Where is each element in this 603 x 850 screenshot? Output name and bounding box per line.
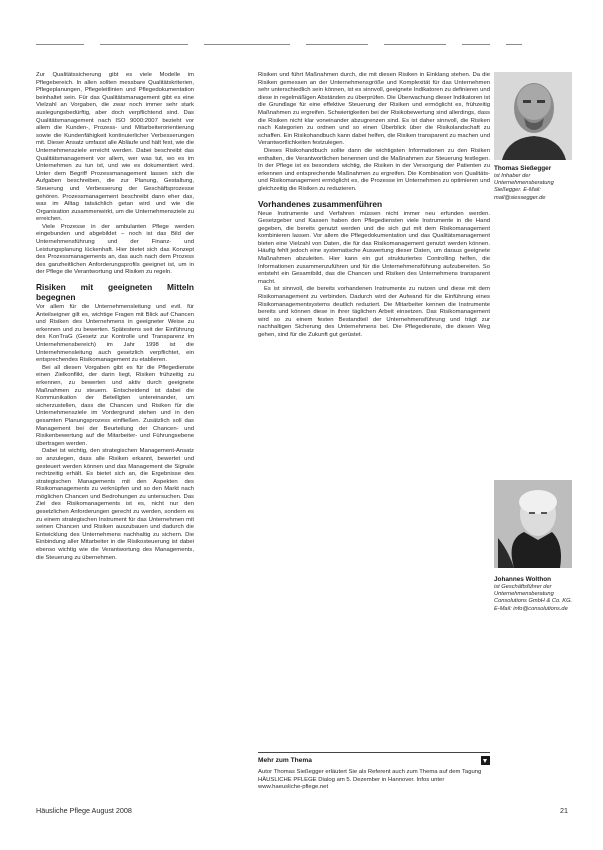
header-rule <box>384 44 446 45</box>
author-caption-2 <box>494 576 576 613</box>
arrow-down-icon <box>481 756 490 765</box>
author-name: Johannes Wolthon <box>494 576 552 583</box>
info-box-title: Mehr zum Thema <box>258 757 312 764</box>
paragraph: Zur Qualitätssicherung gibt es viele Modelle im Pflegebereich. In allen sollten messbare Qualitätskriterien, Pflegeplanungen, Pflegeleitlinien und Pflegedokumentation beinhaltet sein. Für das Qualitätsmanagement gibt es eine Vielzahl an Vorgaben, die zwar noch immer sehr stark auslegungsbedürftig, aber doch verpflichtend sind. Das Qualitätsmanagement nach ISO 9000:2007 bezieht vor allem die Kunden-, Prozess- und Mitarbeiterorientierung sowie die Kundenfähigkeit kontinuierlicher Verbesserungen mit. Dieser Ansatz umfasst alle Abläufe und hält fest, wie die Unternehmensziele erreicht werden. Dabei beschreibt das Qualitätsmanagement vor allem, wer was tut, wo es im Unternehmen zu tun ist, und wie es dokumentiert wird. Unter dem Begriff Prozessmanagement lassen sich die Aufgaben beschreiben, die zur Planung, Gestaltung, Steuerung und Verbesserung der Geschäftsprozesse gehören. Prozessmanagement beschreibt dann eher das, was im Alltag tatsächlich getan wird und wie die Organisation zusammenwirkt, um die Unternehmensziele zu erreichen. <box>36 72 194 223</box>
paragraph: Dieses Risikohandbuch sollte dann die wichtigsten Informationen zu den Risiken enthalten, die Verantwortlichen benennen und die Maßnahmen zur Steuerung festlegen. In der Pflege ist es besonders wichtig, die Risiken in der Versorgung der Patienten zu erkennen und entsprechende Maßnahmen zu ergreifen. Die Kombination von Qualitäts- und Risikomanagement ermöglicht es, die Prozesse im Unternehmen zu optimieren und gleichzeitig die Risiken zu reduzieren. <box>258 147 490 192</box>
author-photo-1 <box>494 72 572 160</box>
paragraph: Neue Instrumente und Verfahren müssen nicht immer neu erfunden werden. Gesetzgeber und Kassen haben den Pflegediensten viele Instrumente in die Hand gegeben, die bereits genutzt werden und die sich gut mit dem Risikomanagement kombinieren lassen. Vor allem die Pflegedokumentation und das Qualitätsmanagement bieten eine Vielzahl von Daten, die für das Risikomanagement genutzt werden können. Häufig fehlt jedoch eine systematische Auswertung dieser Daten, um daraus geeignete Maßnahmen abzuleiten. Hier kann ein gut strukturiertes Controlling helfen, die Informationen zusammenzuführen und für die Unternehmensführung aufzubereiten. So entsteht ein Gesamtbild, das die Chancen und Risiken des Unternehmens transparent macht. <box>258 210 490 285</box>
article-column-right <box>258 72 490 340</box>
section-heading: Vorhandenes zusammenführen <box>258 198 383 209</box>
author-name: Thomas Sießegger <box>494 165 552 172</box>
paragraph: Dabei ist wichtig, den strategischen Management-Ansatz so anzulegen, dass alle Risiken erkannt, bewertet und gesteuert werden können und das Management die Signale rechtzeitig erhält. Es bietet sich an, die Ergebnisse des strategischen Managements mit den Aspekten des Risikomanagements zu verknüpfen und so den Markt nach möglichen Chancen und Bedrohungen zu untersuchen. Das Ziel des Risikomanagements ist es, nicht nur den gesetzlichen Anforderungen gerecht zu werden, sondern es zu einem strategischen Instrument für das Unternehmen mit seinen Chancen und Risiken auszubauen und dadurch die Entwicklung des Unternehmens nachhaltig zu sichern. Die Einbindung aller Mitarbeiter in die Risikosteuerung ist dabei ebenso wichtig wie die Verantwortung des Managements, die Steuerung zu übernehmen. <box>36 448 194 561</box>
paragraph: Bei all diesen Vorgaben gibt es für die Pflegedienste einen Zielkonflikt, der darin liegt, Risiken frühzeitig zu erkennen, zu bewerten und aktiv durch geeignete Maßnahmen zu steuern. Entscheidend ist dabei die Kommunikation der Beteiligten untereinander, um sicherzustellen, dass die Chancen und Risiken für die Unternehmensziele im Vordergrund stehen und in den gesamten Planungsprozess einfließen. Zusätzlich soll das Management bei der Beurteilung der Chancen- und Risikenbewertung auf die Mitarbeiter- und Führungsebene übertragen werden. <box>36 364 194 447</box>
author-photo-2 <box>494 480 572 568</box>
author-caption-1 <box>494 165 576 202</box>
author-bio: ist Inhaber der Unternehmensberatung Sießegger. E-Mail: mail@siessegger.de <box>494 172 554 201</box>
page-number: 21 <box>560 806 568 815</box>
paragraph: Viele Prozesse in der ambulanten Pflege werden eingebunden und abgebildet – noch ist das Bild der Unternehmensführung und der Finanz- und Leistungsplanung lückenhaft. Hier bietet sich das Konzept des Prozessmanagements an, das auch nach dem Prozess des ganzheitlichen Anforderungsprofils geeignet ist, um in der Pflege die Verantwortung und Risiken zu regeln. <box>36 223 194 276</box>
header-rule <box>36 44 84 45</box>
header-rule <box>100 44 188 45</box>
header-rule <box>306 44 368 45</box>
article-column-left <box>36 72 194 562</box>
info-box-header <box>258 753 490 765</box>
section-heading: Risiken mit geeigneten Mitteln begegnen <box>36 282 194 303</box>
paragraph: Vor allem für die Unternehmensleitung und evtl. für Anteilseigner gilt es, wichtige Fragen mit Blick auf Chancen und Risiken des Unternehmens in geeigneter Weise zu erkennen und zu bewerten. Spätestens seit der Einführung des KonTraG (Gesetz zur Kontrolle und Transparenz im Unternehmensbereich) im Jahr 1998 ist die Unternehmensleitung auch gesetzlich verpflichtet, ein entsprechendes Risikomanagement zu etablieren. <box>36 304 194 364</box>
info-box-text: Autor Thomas Sießegger erläutert Sie als Referent auch zum Thema auf dem Tagung HÄUSLICHE PFLEGE Dialog am 5. Dezember in Hannover. Infos unter www.haeusliche-pflege.net <box>258 769 482 791</box>
header-rule <box>462 44 490 45</box>
header-rule <box>204 44 290 45</box>
author-bio: ist Geschäftsführer der Unternehmensberatung Consolutions GmbH & Co. KG. E-Mail: info@consolutions.de <box>494 583 573 612</box>
info-box <box>258 752 490 792</box>
header-rule <box>506 44 522 45</box>
footer-publication: Häusliche Pflege August 2008 <box>36 806 132 815</box>
paragraph: Risiken und führt Maßnahmen durch, die mit diesen Risiken in Einklang stehen. Da die Risiken gemessen an der Unternehmensgröße und Komplexität für das Unternehmen sehr unterschiedlich sein können, ist es sinnvoll, geeignete Indikatoren zu definieren und diese in regelmäßigen Abständen zu überprüfen. Die Überwachung dieser Indikatoren ist die Grundlage für eine effektive Steuerung der Risiken und ermöglicht es, frühzeitig Maßnahmen zu ergreifen. Schwierigkeiten bei der Risikobewertung sind allerdings, dass die Risiken nicht klar voneinander abzugrenzen sind. Es ist daher sinnvoll, die Risiken nach Kategorien zu ordnen und so einen Überblick über die Risikolandschaft zu schaffen. Ein Risikohandbuch kann dabei helfen, die Risiken transparent zu machen und Verantwortlichkeiten festzulegen. <box>258 72 490 147</box>
paragraph: Es ist sinnvoll, die bereits vorhandenen Instrumente zu nutzen und diese mit dem Risikomanagement zu verbinden. Dadurch wird der Aufwand für die Einführung eines Risikomanagementsystems deutlich reduziert. Die Mitarbeiter kennen die Instrumente bereits und können diese in ihrer täglichen Arbeit einsetzen. Das Risikomanagement wird so zu einem festen Bestandteil der Unternehmensführung und trägt zur nachhaltigen Sicherung des Unternehmens bei. Die Pflegedienste, die diesen Weg gehen, sind für die Zukunft gut gerüstet. <box>258 286 490 338</box>
